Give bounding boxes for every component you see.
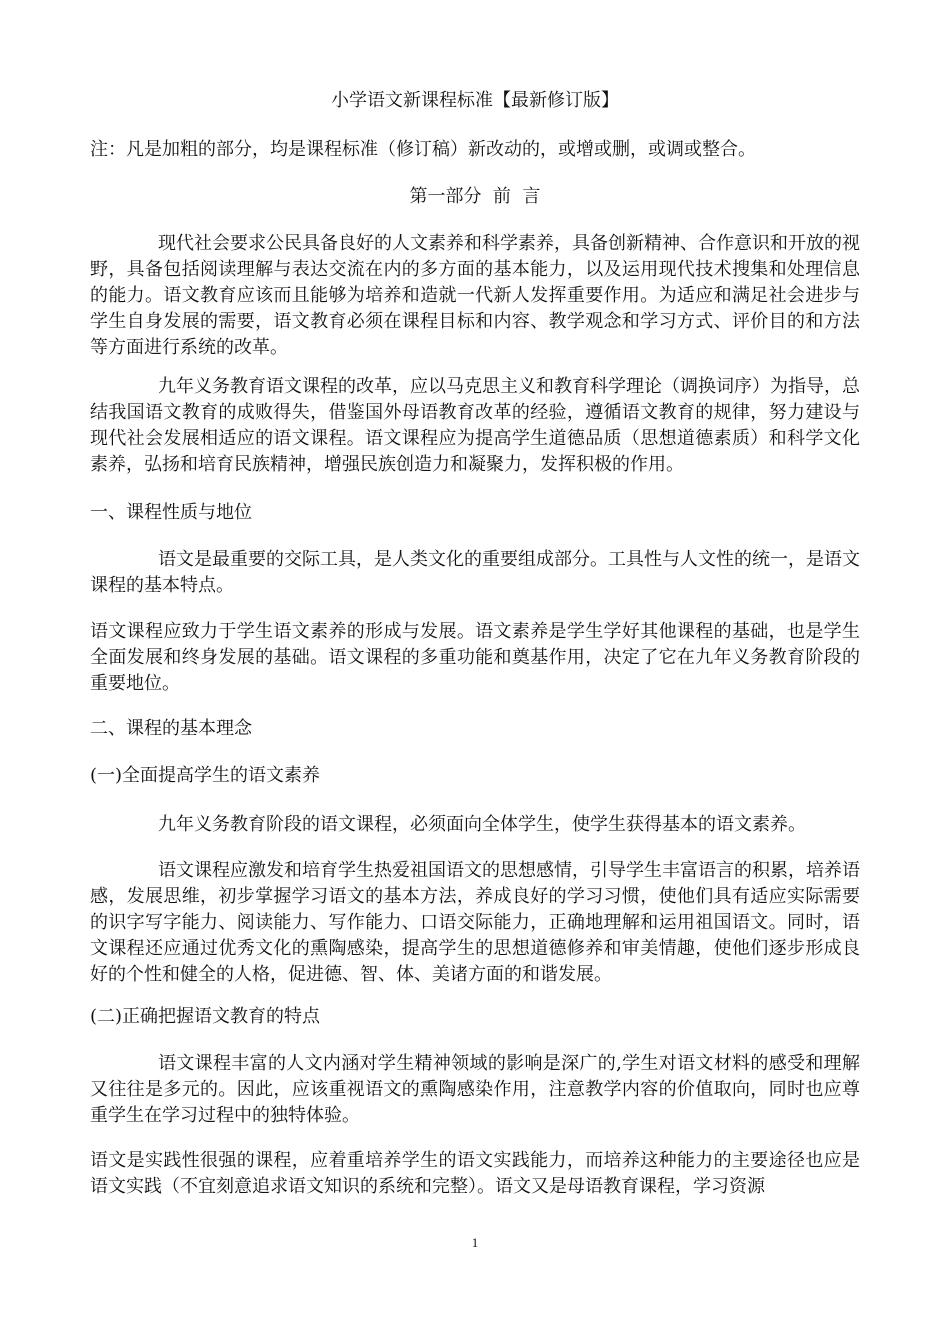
document-title: 小学语文新课程标准【最新修订版】 [331,90,619,111]
subsection1-paragraph-1: 九年义务教育阶段的语文课程，必须面向全体学生，使学生获得基本的语文素养。 [158,814,806,835]
subsection2-paragraph-1: 语文课程丰富的人文内涵对学生精神领域的影响是深广的,学生对语文材料的感受和理解又往往是多元的。因此，应该重视语文的熏陶感染作用，注意教学内容的价值取向，同时也应尊重学生在学习过程中的独特体验。 [90,1053,860,1126]
section-heading-nature: 一、课程性质与地位 [90,502,252,523]
section-heading-concepts: 二、课程的基本理念 [90,718,252,739]
revision-note: 注：凡是加粗的部分，均是课程标准（修订稿）新改动的，或增或删，或调或整合。 [90,139,756,160]
page-number: 1 [471,1235,479,1250]
subsection1-paragraph-2: 语文课程应激发和培育学生热爱祖国语文的思想感情，引导学生丰富语言的积累，培养语感，发展思维，初步掌握学习语文的基本方法，养成良好的学习习惯，使他们具有适应实际需要的识字写字能力、阅读能力、写作能力、口语交际能力，正确地理解和运用祖国语文。同时，语文课程还应通过优秀文化的熏陶感染，提高学生的思想道德修养和审美情趣，使他们逐步形成良好的个性和健全的人格，促进德、智、体、美诸方面的和谐发展。 [90,860,860,985]
subsection-heading-2: (二)正确把握语文教育的特点 [90,1006,321,1027]
section1-paragraph-2: 语文课程应致力于学生语文素养的形成与发展。语文素养是学生学好其他课程的基础，也是学生全面发展和终身发展的基础。语文课程的多重功能和奠基作用，决定了它在九年义务教育阶段的重要地位。 [90,621,860,694]
part-heading: 第一部分 前 言 [409,186,541,207]
preface-paragraph-1: 现代社会要求公民具备良好的人文素养和科学素养，具备创新精神、合作意识和开放的视野，具备包括阅读理解与表达交流在内的多方面的基本能力，以及运用现代技术搜集和处理信息的能力。语文教育应该而且能够为培养和造就一代新人发挥重要作用。为适应和满足社会进步与学生自身发展的需要，语文教育必须在课程目标和内容、教学观念和学习方式、评价目的和方法等方面进行系统的改革。 [90,233,860,358]
section1-paragraph-1: 语文是最重要的交际工具，是人类文化的重要组成部分。工具性与人文性的统一，是语文课程的基本特点。 [90,549,860,596]
subsection-heading-1: (一)全面提高学生的语文素养 [90,765,321,786]
subsection2-paragraph-2: 语文是实践性很强的课程，应着重培养学生的语文实践能力，而培养这种能力的主要途径也应是语文实践（不宜刻意追求语文知识的系统和完整）。语文又是母语教育课程，学习资源 [90,1150,860,1197]
preface-paragraph-2: 九年义务教育语文课程的改革，应以马克思主义和教育科学理论（调换词序）为指导，总结我国语文教育的成败得失，借鉴国外母语教育改革的经验，遵循语文教育的规律，努力建设与现代社会发展相适应的语文课程。语文课程应为提高学生道德品质（思想道德素质）和科学文化素养，弘扬和培育民族精神，增强民族创造力和凝聚力，发挥积极的作用。 [90,376,860,475]
